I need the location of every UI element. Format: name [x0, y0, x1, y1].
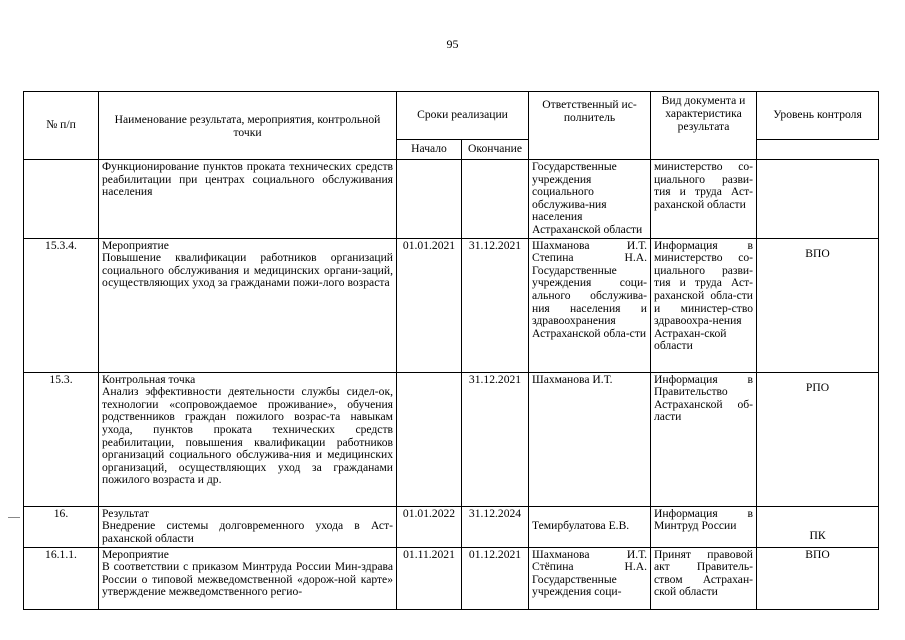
row-start: [397, 160, 462, 239]
row-end: 31.12.2024: [462, 506, 529, 547]
row-type: Мероприятие: [102, 547, 169, 561]
header-end: Окончание: [462, 140, 529, 160]
row-level: ВПО: [757, 238, 879, 372]
margin-mark: [8, 517, 20, 518]
table-row: [24, 372, 879, 506]
header-doc: Вид документа и характеристика результата: [651, 92, 757, 160]
header-name: Наименование результата, мероприятия, контрольной точки: [99, 92, 397, 160]
table-row: [24, 506, 879, 547]
header-num: № п/п: [24, 92, 99, 160]
row-responsible: Шахманова И.Т.: [529, 372, 651, 506]
header-terms: Сроки реализации: [397, 92, 529, 140]
row-name: [99, 238, 397, 372]
header-responsible: Ответственный ис-полнитель: [529, 92, 651, 160]
row-desc: Внедрение системы долговременного ухода в Аст-раханской области: [102, 519, 393, 545]
row-doc: Информация в Правительство Астраханской об-ласти: [651, 372, 757, 506]
row-end: 01.12.2021: [462, 547, 529, 609]
table-row: [24, 160, 879, 239]
table-row: [24, 238, 879, 372]
row-responsible: Шахманова И.Т. Стёпина Н.А. Государственные учреждения соци-: [529, 547, 651, 609]
row-responsible: Шахманова И.Т. Степина Н.А. Государственные учреждения соци-ального обслужива-ния населения и здравоохранения Астраханской обла-сти: [529, 238, 651, 372]
row-num: [24, 160, 99, 239]
table-row: [24, 547, 879, 609]
row-type: Контрольная точка: [102, 372, 196, 386]
row-doc: Информация в Минтруд России: [651, 506, 757, 547]
row-start: [397, 372, 462, 506]
row-name: [99, 547, 397, 609]
row-doc: министерство со-циального разви-тия и труда Аст-раханской области: [651, 160, 757, 239]
row-start: 01.11.2021: [397, 547, 462, 609]
row-level: РПО: [757, 372, 879, 506]
row-end: 31.12.2021: [462, 238, 529, 372]
row-level: ПК: [757, 506, 879, 547]
row-responsible: Темирбулатова Е.В.: [529, 506, 651, 547]
row-end: 31.12.2021: [462, 372, 529, 506]
row-level: ВПО: [757, 547, 879, 609]
row-num: 16.1.1.: [24, 547, 99, 609]
row-type: Результат: [102, 506, 149, 520]
row-num: 16.: [24, 506, 99, 547]
page-number: 95: [446, 37, 459, 51]
header-start: Начало: [397, 140, 462, 160]
row-name: [99, 160, 397, 239]
row-name: [99, 506, 397, 547]
row-desc: В соответствии с приказом Минтруда России Мин-здрава России о типовой межведомственной «дорож-ной карте» утверждение межведомственного регио-: [102, 560, 393, 599]
row-start: 01.01.2021: [397, 238, 462, 372]
row-responsible: Государственные учреждения социального обслужива-ния населения Астраханской области: [529, 160, 651, 239]
row-doc: Информация в министерство со-циального разви-тия и труда Аст-раханской обла-сти и министер-ство здравоохра-нения Астрахан-ской области: [651, 238, 757, 372]
row-level: [757, 160, 879, 239]
header-level: Уровень контроля: [757, 92, 879, 140]
row-type: Мероприятие: [102, 238, 169, 252]
row-doc: Принят правовой акт Правитель-ством Астрахан-ской области: [651, 547, 757, 609]
header-level-blank: [757, 140, 879, 160]
row-start: 01.01.2022: [397, 506, 462, 547]
row-end: [462, 160, 529, 239]
row-desc: Анализ эффективности деятельности службы сидел-ок, технологии «сопровождаемое проживание», обучения родственников граждан пожилого возрас-та навыкам ухода, пунктов проката технических средств реабилитации, повышения квалификации работников организаций социального обслужива-ния и медицинских организаций, осуществляющих уход за гражданами пожилого возраста и др.: [102, 385, 393, 487]
row-desc: Повышение квалификации работников организаций социального обслуживания и медицинских органи-заций, осуществляющих уход за гражданами пожи-лого возраста: [102, 251, 393, 290]
row-num: 15.3.4.: [24, 238, 99, 372]
plan-table: [23, 91, 879, 610]
row-num: 15.3.: [24, 372, 99, 506]
row-name: [99, 372, 397, 506]
row-desc: Функционирование пунктов проката технических средств реабилитации при центрах социального обслуживания населения: [102, 160, 393, 199]
